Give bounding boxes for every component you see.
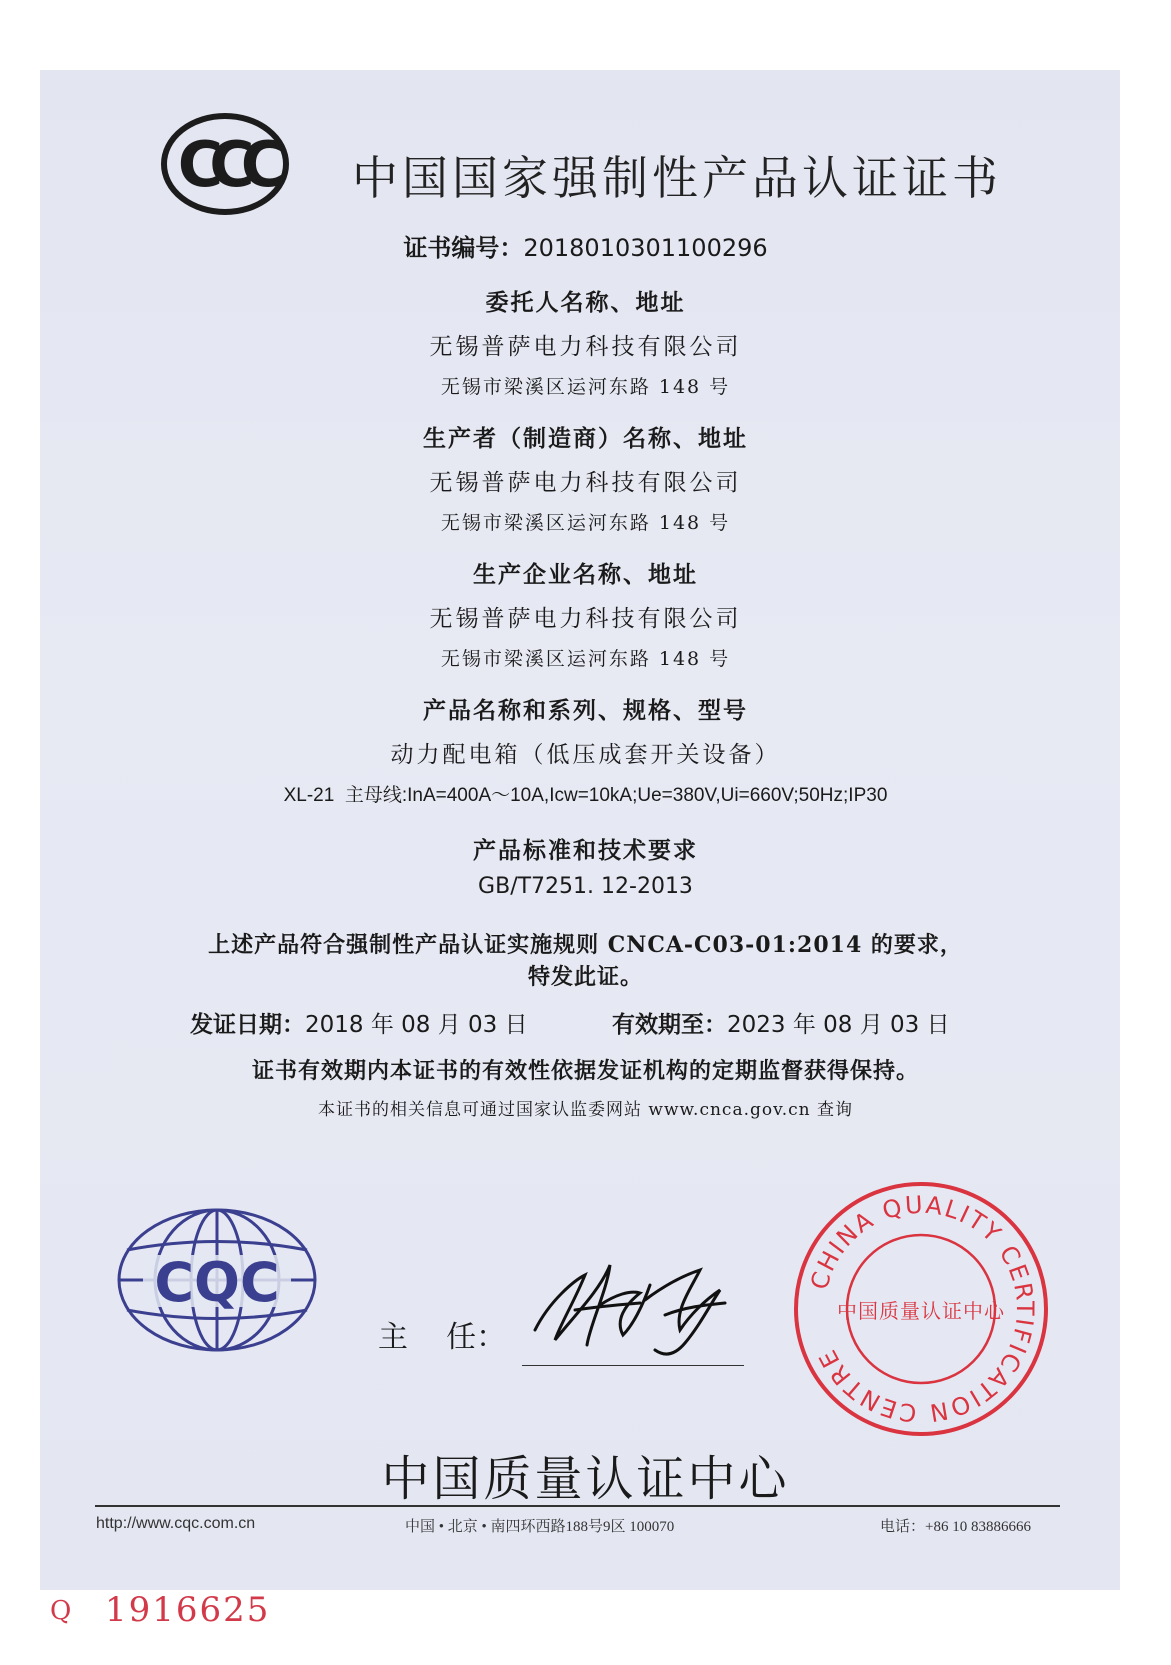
factory-address: 无锡市梁溪区运河东路 148 号 xyxy=(440,648,731,670)
expiry-date-value: 2023 年 08 月 03 日 xyxy=(727,1012,950,1038)
seal-inner-text: 中国质量认证中心 xyxy=(837,1299,1005,1323)
page-title: 中国国家强制性产品认证证书 xyxy=(352,151,1002,205)
signature-image xyxy=(515,1245,745,1360)
seal-stamp xyxy=(790,1178,1052,1440)
conformity-line-1: 上述产品符合强制性产品认证实施规则 CNCA-C03-01:2014 的要求， xyxy=(208,932,963,958)
issue-date-row xyxy=(190,1006,528,1039)
client-address: 无锡市梁溪区运河东路 148 号 xyxy=(440,376,731,398)
query-note: 本证书的相关信息可通过国家认监委网站 www.cnca.gov.cn 查询 xyxy=(318,1100,853,1120)
director-label: 主 任： xyxy=(378,1320,507,1355)
expiry-date-row xyxy=(612,1006,950,1039)
signature-line xyxy=(522,1365,744,1366)
footer-divider xyxy=(95,1505,1060,1507)
ccc-logo-icon xyxy=(160,112,290,217)
issue-date-value: 2018 年 08 月 03 日 xyxy=(305,1012,528,1038)
manufacturer-address: 无锡市梁溪区运河东路 148 号 xyxy=(440,512,731,534)
footer-phone: 电话：+86 10 83886666 xyxy=(880,1519,1031,1535)
seal-outer-text: CHINA QUALITY CERTIFICATION CENTRE xyxy=(805,1190,1040,1428)
standard-value: GB/T7251. 12-2013 xyxy=(478,874,693,899)
footer-address: 中国 • 北京 • 南四环西路188号9区 100070 xyxy=(405,1519,675,1535)
issue-date-label: 发证日期： xyxy=(190,1011,305,1038)
cqc-logo-icon xyxy=(115,1205,320,1355)
client-heading: 委托人名称、地址 xyxy=(485,289,686,316)
validity-note: 证书有效期内本证书的有效性依据发证机构的定期监督获得保持。 xyxy=(251,1058,919,1084)
certificate-number xyxy=(0,228,1171,263)
manufacturer-name: 无锡普萨电力科技有限公司 xyxy=(429,470,742,496)
conformity-line-2: 特发此证。 xyxy=(527,964,643,990)
product-name: 动力配电箱（低压成套开关设备） xyxy=(390,742,781,768)
certificate-number-label: 证书编号： xyxy=(403,233,524,262)
factory-name: 无锡普萨电力科技有限公司 xyxy=(429,606,742,632)
ccc-logo-text: CCC xyxy=(177,128,273,201)
product-spec: XL-21 主母线:InA=400A～10A,Icw=10kA;Ue=380V,Ui=660V;50Hz;IP30 xyxy=(283,785,888,806)
client-name: 无锡普萨电力科技有限公司 xyxy=(429,334,742,360)
serial-prefix: Q xyxy=(50,1596,72,1626)
standard-heading: 产品标准和技术要求 xyxy=(473,837,698,864)
issuer-name: 中国质量认证中心 xyxy=(381,1451,790,1507)
certificate-number-value: 2018010301100296 xyxy=(523,234,768,262)
expiry-date-label: 有效期至： xyxy=(612,1011,727,1038)
manufacturer-heading: 生产者（制造商）名称、地址 xyxy=(423,425,748,452)
cqc-logo-text: CQC xyxy=(154,1251,280,1314)
footer-website: http://www.cqc.com.cn xyxy=(96,1515,256,1532)
serial-number: 1916625 xyxy=(105,1590,271,1630)
factory-heading: 生产企业名称、地址 xyxy=(473,561,698,588)
product-heading: 产品名称和系列、规格、型号 xyxy=(423,697,748,724)
